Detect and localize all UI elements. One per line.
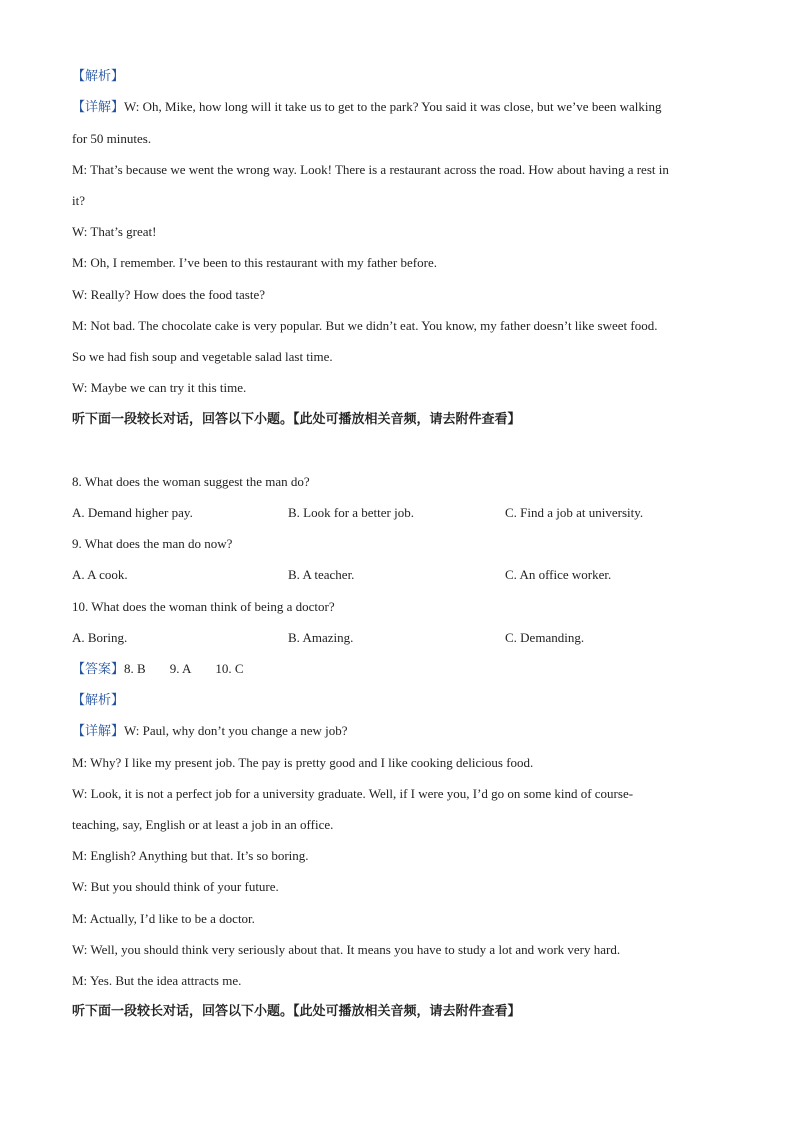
- dialogue-line: W: Maybe we can try it this time.: [72, 380, 247, 395]
- dialogue-line: M: English? Anything but that. It’s so boring.: [72, 848, 309, 863]
- dialogue-line: M: Not bad. The chocolate cake is very popular. But we didn’t eat. You know, my father doesn’t like sweet food.: [72, 318, 658, 333]
- option-c: C. An office worker.: [505, 567, 612, 582]
- dialogue-line: M: Actually, I’d like to be a doctor.: [72, 911, 255, 926]
- detail-tag: 【详解】: [72, 724, 125, 739]
- analysis-tag: 【解析】: [72, 69, 125, 84]
- option-b: B. Look for a better job.: [288, 505, 414, 520]
- dialogue-text: W: Paul, why don’t you change a new job?: [124, 723, 348, 738]
- dialogue-line: it?: [72, 193, 85, 208]
- dialogue-line: M: Yes. But the idea attracts me.: [72, 973, 242, 988]
- audio-instruction: 听下面一段较长对话，回答以下小题。【此处可播放相关音频，请去附件查看】: [72, 1004, 521, 1019]
- dialogue-line: So we had fish soup and vegetable salad last time.: [72, 349, 333, 364]
- answer-item: 9. A: [169, 661, 192, 676]
- option-b: B. Amazing.: [288, 630, 354, 645]
- dialogue-line: for 50 minutes.: [72, 131, 152, 146]
- dialogue-line: W: Well, you should think very seriously about that. It means you have to study a lot and work very hard.: [72, 942, 621, 957]
- answer-item: 8. B: [124, 661, 146, 676]
- dialogue-text: W: Oh, Mike, how long will it take us to get to the park? You said it was close, but we’ve been walking: [124, 99, 662, 114]
- detail-tag: 【详解】: [72, 100, 125, 115]
- answer-line: [72, 660, 722, 679]
- dialogue-line: [72, 98, 722, 117]
- option-a: A. Boring.: [72, 630, 128, 645]
- dialogue-line: W: Really? How does the food taste?: [72, 287, 266, 302]
- analysis-heading-2: [72, 691, 722, 710]
- dialogue-line: W: Look, it is not a perfect job for a university graduate. Well, if I were you, I’d go on some kind of course-: [72, 786, 634, 801]
- analysis-heading-1: [72, 67, 722, 86]
- answer-tag: 【答案】: [72, 662, 125, 677]
- analysis-tag: 【解析】: [72, 693, 125, 708]
- dialogue-line: W: But you should think of your future.: [72, 879, 279, 894]
- question-stem: 8. What does the woman suggest the man do?: [72, 474, 310, 489]
- option-a: A. A cook.: [72, 567, 128, 582]
- answer-item: 10. C: [215, 661, 244, 676]
- question-stem: 10. What does the woman think of being a doctor?: [72, 599, 335, 614]
- dialogue-line: M: Why? I like my present job. The pay is pretty good and I like cooking delicious food.: [72, 755, 534, 770]
- option-c: C. Demanding.: [505, 630, 585, 645]
- dialogue-line: M: Oh, I remember. I’ve been to this restaurant with my father before.: [72, 255, 437, 270]
- option-c: C. Find a job at university.: [505, 505, 644, 520]
- dialogue-line: W: That’s great!: [72, 224, 157, 239]
- option-a: A. Demand higher pay.: [72, 505, 193, 520]
- option-b: B. A teacher.: [288, 567, 355, 582]
- dialogue-line: M: That’s because we went the wrong way. Look! There is a restaurant across the road. How about having a rest in: [72, 162, 669, 177]
- dialogue-line: teaching, say, English or at least a job in an office.: [72, 817, 334, 832]
- audio-instruction: 听下面一段较长对话，回答以下小题。【此处可播放相关音频，请去附件查看】: [72, 412, 521, 427]
- dialogue-line: [72, 722, 722, 741]
- question-stem: 9. What does the man do now?: [72, 536, 233, 551]
